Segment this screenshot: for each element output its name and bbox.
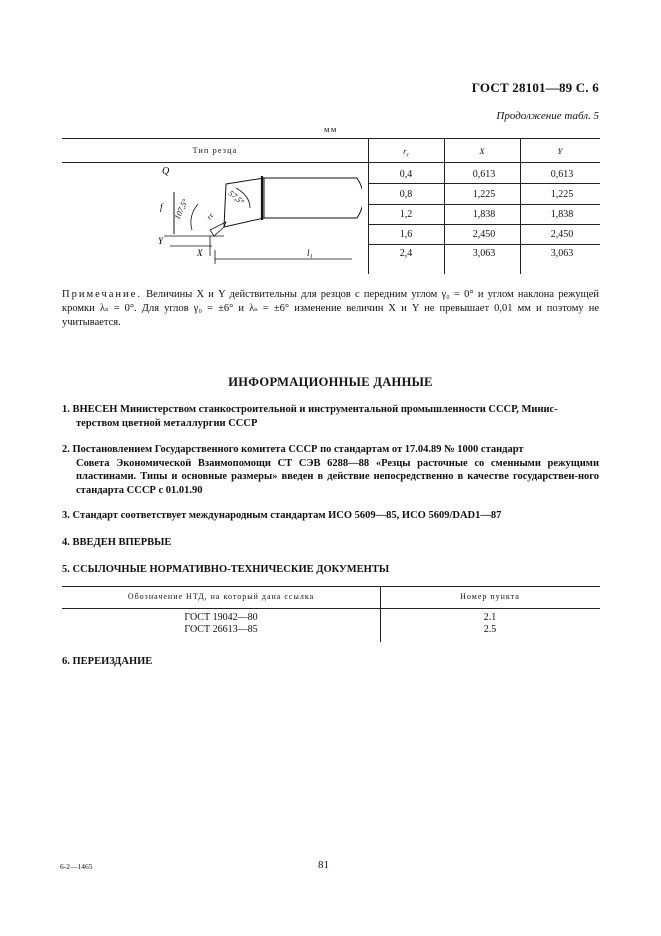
cutter-drawing [152,164,362,270]
page-number: 81 [318,859,329,871]
info-item-5: 5. ССЫЛОЧНЫЕ НОРМАТИВНО-ТЕХНИЧЕСКИЕ ДОКУМЕНТЫ [62,564,390,575]
info-item-3: 3. Стандарт соответствует международным стандартам ИСО 5609—85, ИСО 5609/DAD1—87 [62,510,502,521]
cell-x: 1,225 [472,189,496,200]
ntd-header-item: Номер пункта [460,592,520,601]
cell-x: 0,613 [472,169,496,180]
cell-r: 0,4 [399,169,413,180]
cell-y: 1,225 [550,189,574,200]
table-row-divider [368,183,600,184]
label-y: Y [158,236,164,246]
cell-r: 1,6 [399,229,413,240]
table-col-divider [520,138,521,274]
label-f: f [160,202,163,212]
cell-y: 3,063 [550,248,574,259]
ntd-header-border [62,608,600,609]
label-q: Q [162,166,170,177]
cell-r: 1,2 [399,209,413,220]
header-r: $r_\varepsilon$ [403,146,409,159]
label-angle-57: 57,5° [226,188,246,207]
cell-r: 2,4 [399,248,413,259]
info-item-6: 6. ПЕРЕИЗДАНИЕ [62,656,153,667]
ntd-header-doc: Обозначение НТД, на который дана ссылка [127,592,315,601]
header-y: Y [557,146,563,156]
note-label: Примечание. [62,289,142,300]
footer-print-code: 6-2—1465 [60,862,93,871]
table-5 [62,138,600,274]
label-l1: l₁ [307,248,313,258]
cell-y: 2,450 [550,229,574,240]
table-note [62,288,599,330]
info-item-2: 2. Постановлением Государственного комитета СССР по стандартам от 17.04.89 № 1000 стандарт Совета Экономической Взаимопомощи СТ СЭВ 6288—88 «Резцы расточные со сменными режущими пластинами. Типы и основные размеры» введен в действие непосредственно в качестве государствен-ного стандарта СССР с 01.01.90 [62,444,599,496]
ntd-row-item: 2.5 [483,624,497,635]
ntd-row-doc: ГОСТ 26613—85 [184,624,258,635]
cell-x: 3,063 [472,248,496,259]
label-x: X [197,248,203,258]
cell-y: 0,613 [550,169,574,180]
header-x: X [479,146,485,156]
table-row-divider [368,204,600,205]
cell-y: 1,838 [550,209,574,220]
ntd-row-item: 2.1 [483,612,497,623]
table-row-divider [368,244,600,245]
info-item-4: 4. ВВЕДЕН ВПЕРВЫЕ [62,537,172,548]
table-continuation-label: Продолжение табл. 5 [496,110,599,122]
cell-x: 1,838 [472,209,496,220]
table-col-divider [444,138,445,274]
label-r-epsilon: rε [204,210,216,222]
ntd-top-border [62,586,600,587]
label-angle-107: 107,5° [172,197,190,221]
cell-r: 0,8 [399,189,413,200]
header-cutter-type: Тип резца [192,146,238,155]
table-units: мм [324,124,338,134]
cell-x: 2,450 [472,229,496,240]
info-item-1: 1. ВНЕСЕН Министерством станкостроительной и инструментальной промышленности СССР, Минис- терством цветной металлургии СССР [62,404,558,429]
note-text: Величины X и Y действительны для резцов с передним углом γ₀ = 0° и углом наклона режущей кромки λₛ = 0°. Для углов γ₀ = ±6° и λₛ = ±6° изменение величин X и Y не превышает 0,01 мм и поэтому не учитывается. [62,289,599,328]
table-row-divider [368,224,600,225]
ntd-row-doc: ГОСТ 19042—80 [184,612,258,623]
page-header-title: ГОСТ 28101—89 С. 6 [471,80,599,95]
ntd-table [62,586,600,642]
section-title: ИНФОРМАЦИОННЫЕ ДАННЫЕ [228,375,433,389]
